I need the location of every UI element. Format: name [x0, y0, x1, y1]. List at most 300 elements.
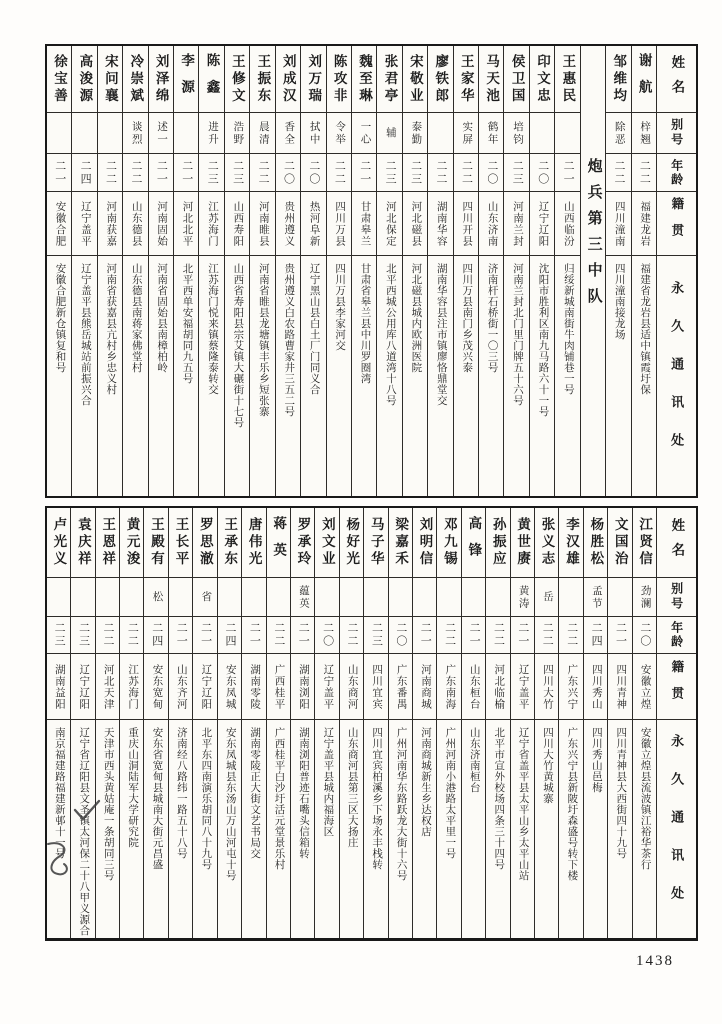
entry-address-text: 四川万县李家河交: [334, 263, 346, 351]
entry-address: [511, 720, 534, 938]
entry-origin: [276, 192, 300, 256]
entry-origin-text: 广东番禺: [395, 663, 407, 710]
entry-name: [199, 46, 223, 113]
entry-address: [340, 720, 363, 938]
roster-entry-column: [427, 46, 452, 496]
entry-age-text: 二二: [565, 622, 578, 648]
entry-age: [530, 154, 554, 192]
entry-name-text: 侯卫国: [509, 53, 525, 105]
entry-name-text: 马子华: [368, 517, 384, 568]
roster-entry-column: [485, 508, 509, 938]
entry-name-text: 卢光义: [51, 517, 67, 568]
entry-origin: [632, 192, 656, 256]
section-title: [581, 46, 605, 496]
entry-name-text: 冷崇斌: [128, 53, 144, 105]
entry-name-text: 黄元浚: [124, 517, 140, 568]
roster-entry-column: [388, 508, 412, 938]
entry-age: [606, 154, 630, 192]
roster-entry-column: [363, 508, 387, 938]
roster-entry-column: [249, 46, 274, 496]
entry-name: [96, 508, 119, 578]
roster-entry-column: [241, 508, 265, 938]
entry-name: [144, 508, 167, 578]
entry-name: [462, 508, 485, 578]
header-origin-text: 籍贯: [669, 197, 684, 250]
entry-origin-text: 河北北平: [181, 200, 193, 247]
entry-alias: [530, 113, 554, 154]
entry-age: [389, 617, 412, 654]
entry-origin-text: 江苏海门: [206, 200, 218, 247]
entry-name: [413, 508, 436, 578]
entry-name-text: 王振东: [255, 53, 271, 105]
entry-name: [437, 508, 460, 578]
entry-origin-text: 河北保定: [384, 200, 396, 247]
entry-age: [584, 617, 607, 654]
entry-alias: [555, 113, 579, 154]
entry-address-text: 山东商河县第三区大扬庄: [346, 727, 358, 848]
entry-name-text: 宋敬业: [407, 53, 423, 105]
entry-address-text: 天津市西头黄姑庵一条胡同三号: [102, 727, 114, 881]
entry-name-text: 杨好光: [344, 517, 360, 568]
entry-origin: [584, 654, 607, 720]
entry-age-text: 二二: [272, 622, 285, 648]
entry-age-text: 二〇: [394, 622, 407, 648]
entry-origin: [377, 192, 401, 256]
entry-origin: [123, 192, 147, 256]
entry-alias-text: 述一: [156, 120, 168, 146]
entry-origin-text: 辽宁辽阳: [78, 663, 90, 710]
roster-entry-column: [266, 508, 290, 938]
entry-address: [352, 256, 376, 496]
entry-age: [250, 154, 274, 192]
header-alias-text: 别号: [669, 582, 684, 612]
entry-origin: [364, 654, 387, 720]
entry-origin: [47, 192, 71, 256]
entry-age-text: 二一: [419, 622, 432, 648]
entry-origin-text: 湖南益阳: [53, 663, 65, 710]
entry-age-text: 二一: [199, 622, 212, 648]
entry-alias-text: 一心: [359, 120, 371, 146]
entry-name: [193, 508, 216, 578]
entry-name-text: 高浚源: [77, 53, 93, 105]
section-title-text: 炮兵第三中队: [585, 158, 602, 314]
entry-origin: [606, 192, 630, 256]
entry-alias-text: 辅: [384, 126, 396, 140]
entry-origin-text: 河南睢县: [257, 200, 269, 247]
roster-entry-column: [605, 46, 630, 496]
entry-address-text: 北平西城公用库八道湾十八号: [384, 263, 396, 406]
roster-entry-column: [339, 508, 363, 938]
entry-address-text: 归绥新城南街牛肉铺巷一号: [562, 263, 574, 395]
entry-name-text: 黄世赓: [515, 517, 531, 568]
entry-alias: [96, 578, 119, 617]
roster-entry-column: [143, 508, 167, 938]
entry-address-text: 安徽合肥新仓镇复和号: [54, 263, 66, 373]
entry-name: [584, 508, 607, 578]
entry-address: [47, 720, 70, 938]
entry-name: [120, 508, 143, 578]
entry-name-text: 李汉雄: [563, 517, 579, 568]
entry-name-text: 杨胜松: [588, 517, 604, 568]
entry-name: [454, 46, 478, 113]
entry-name: [559, 508, 582, 578]
entry-name-text: 王惠民: [560, 53, 576, 105]
entry-name-text: 刘文业: [319, 517, 335, 568]
entry-name-text: 宋问襄: [102, 53, 118, 105]
entry-alias: [511, 578, 534, 617]
entry-name: [530, 46, 554, 113]
entry-age-text: 二一: [155, 159, 168, 186]
entry-address: [267, 720, 290, 938]
roster-entry-column: [198, 46, 223, 496]
entry-address-text: 辽宁盖平县城内福海区: [322, 727, 334, 837]
entry-age-text: 二〇: [485, 159, 498, 186]
entry-address-text: 北平东四南演乐胡同八十九号: [200, 727, 212, 870]
entry-alias: [364, 578, 387, 617]
entry-name: [174, 46, 198, 113]
entry-alias: [389, 578, 412, 617]
entry-age-text: 二二: [257, 159, 270, 186]
entry-name-text: 廖铁郎: [433, 53, 449, 105]
entry-age-text: 二二: [126, 622, 139, 648]
entry-alias-text: 令举: [334, 120, 346, 146]
entry-origin-text: 辽宁盖平: [79, 200, 91, 247]
entry-origin: [486, 654, 509, 720]
entry-address: [301, 256, 325, 496]
entry-age-text: 二二: [460, 159, 473, 186]
entry-name-text: 罗承玲: [295, 517, 311, 568]
entry-name: [225, 46, 249, 113]
entry-age-text: 二一: [562, 159, 575, 186]
entry-origin: [428, 192, 452, 256]
entry-alias: [428, 113, 452, 154]
roster-entry-column: [529, 46, 554, 496]
header-age-text: 年龄: [669, 621, 684, 649]
entry-address: [193, 720, 216, 938]
entry-alias-text: 孟节: [590, 584, 602, 610]
entry-age: [428, 154, 452, 192]
entry-origin-text: 热河阜新: [308, 200, 320, 247]
entry-address-text: 辽宁黑山县白土厂门同义合: [308, 263, 320, 395]
entry-name: [315, 508, 338, 578]
entry-address-text: 南京福建路福建新邨十一号: [53, 727, 65, 859]
entry-alias-text: 黄涛: [517, 584, 529, 610]
entry-address-text: 安徽立煌县流波镇江裕华茶行: [639, 727, 651, 870]
entry-age-text: 二四: [590, 622, 603, 648]
entry-name: [98, 46, 122, 113]
entry-age-text: 二一: [53, 159, 66, 186]
entry-origin-text: 四川潼南: [613, 200, 625, 247]
header-address: [657, 256, 696, 496]
entry-origin-text: 河北磁县: [410, 200, 422, 247]
entry-alias: [486, 578, 509, 617]
roster-entry-column: [453, 46, 478, 496]
roster-entry-column: [436, 508, 460, 938]
entry-age: [267, 617, 290, 654]
entry-address: [199, 256, 223, 496]
entry-origin-text: 贵州遵义: [283, 200, 295, 247]
entry-address-text: 沈阳市胜利区南九马路六十一号: [537, 263, 549, 417]
entry-alias-text: 鹤年: [486, 120, 498, 146]
entry-age: [174, 154, 198, 192]
entry-origin: [389, 654, 412, 720]
entry-origin: [250, 192, 274, 256]
entry-age: [633, 617, 656, 654]
entry-address: [403, 256, 427, 496]
entry-address: [315, 720, 338, 938]
entry-age-text: 二二: [612, 159, 625, 186]
entry-age: [437, 617, 460, 654]
roster-table-top: [45, 44, 698, 498]
header-age: [657, 617, 696, 654]
entry-name: [608, 508, 631, 578]
entry-name: [242, 508, 265, 578]
entry-alias: [47, 578, 70, 617]
entry-alias: [535, 578, 558, 617]
roster-entry-column: [510, 508, 534, 938]
header-origin-text: 籍贯: [669, 660, 684, 713]
entry-alias: [225, 113, 249, 154]
entry-address-text: 甘肃省皋兰县中川罗圈湾: [359, 263, 371, 384]
entry-name: [389, 508, 412, 578]
entry-origin: [413, 654, 436, 720]
entry-address-text: 四川万县南门乡茂兴泰: [461, 263, 473, 373]
entry-age: [149, 154, 173, 192]
entry-name-text: 谢航: [636, 52, 652, 106]
entry-alias: [242, 578, 265, 617]
entry-name: [606, 46, 630, 113]
entry-name-text: 唐伟光: [246, 517, 262, 568]
entry-alias: [149, 113, 173, 154]
entry-address-text: 四川青神县大西街四十九号: [615, 727, 627, 859]
entry-age: [169, 617, 192, 654]
entry-age-text: 二三: [409, 159, 422, 186]
entry-origin-text: 甘肃皋兰: [359, 200, 371, 247]
entry-name-text: 王家华: [458, 53, 474, 105]
entry-alias-text: 除恶: [613, 120, 625, 146]
entry-age: [454, 154, 478, 192]
entry-age: [479, 154, 503, 192]
roster-entry-column: [300, 46, 325, 496]
entry-origin: [149, 192, 173, 256]
entry-address: [174, 256, 198, 496]
entry-alias: [454, 113, 478, 154]
entry-alias: [120, 578, 143, 617]
entry-alias: [584, 578, 607, 617]
entry-age-text: 二三: [511, 159, 524, 186]
entry-alias: [559, 578, 582, 617]
entry-alias: [340, 578, 363, 617]
entry-alias-text: 劲澜: [639, 584, 651, 610]
entry-origin-text: 辽宁辽阳: [200, 663, 212, 710]
entry-address: [123, 256, 147, 496]
entry-alias: [98, 113, 122, 154]
entry-address-text: 北平市宣外校场四条三十四号: [493, 727, 505, 870]
entry-alias: [413, 578, 436, 617]
entry-age: [315, 617, 338, 654]
entry-name-text: 罗思澈: [197, 517, 213, 568]
entry-alias: [123, 113, 147, 154]
entry-age-text: 二一: [248, 622, 261, 648]
roster-entry-column: [148, 46, 173, 496]
entry-alias: [276, 113, 300, 154]
entry-origin-text: 山西寿阳: [232, 200, 244, 247]
entry-origin-text: 湖南浏阳: [297, 663, 309, 710]
roster-table-bottom: [45, 506, 698, 941]
entry-address-text: 重庆山洞陆军大学研究院: [127, 727, 139, 848]
entry-alias: [71, 578, 94, 617]
entry-origin: [559, 654, 582, 720]
entry-address: [120, 720, 143, 938]
entry-age-text: 二〇: [307, 159, 320, 186]
entry-alias: [403, 113, 427, 154]
entry-address-text: 河南省获嘉县亢村乡忠义村: [105, 263, 117, 395]
roster-entry-column: [376, 46, 401, 496]
entry-age: [193, 617, 216, 654]
entry-origin-text: 四川大竹: [542, 663, 554, 710]
entry-alias: [144, 578, 167, 617]
entry-age-text: 二四: [150, 622, 163, 648]
entry-origin-text: 山西临汾: [562, 200, 574, 247]
entry-age: [144, 617, 167, 654]
entry-origin-text: 四川万县: [334, 200, 346, 247]
entry-alias: [301, 113, 325, 154]
entry-origin-text: 山东德县: [130, 200, 142, 247]
roster-entry-column: [95, 508, 119, 938]
roster-entry-column: [217, 508, 241, 938]
entry-address-text: 河北磁县城内欧洲医院: [410, 263, 422, 373]
header-column: [656, 46, 696, 496]
header-alias: [657, 113, 696, 154]
entry-origin: [340, 654, 363, 720]
entry-name-text: 李源: [179, 52, 195, 106]
entry-alias-text: 岳: [542, 590, 554, 604]
entry-alias: [377, 113, 401, 154]
roster-entry-column: [224, 46, 249, 496]
entry-name-text: 袁庆祥: [75, 517, 91, 568]
header-name-text: 姓名: [669, 54, 685, 104]
entry-address-text: 广东兴宁县新陂圩森盛号转下楼: [566, 727, 578, 881]
entry-address: [606, 256, 630, 496]
entry-name: [428, 46, 452, 113]
entry-name: [511, 508, 534, 578]
entry-alias: [315, 578, 338, 617]
header-alias-text: 别号: [669, 118, 684, 148]
entry-origin-text: 安东凤城: [224, 663, 236, 710]
entry-address-text: 辽宁盖平县熊岳城站前振兴合: [79, 263, 91, 406]
roster-entry-column: [583, 508, 607, 938]
header-age: [657, 154, 696, 192]
entry-address-text: 湖南浏阳普迹石嘴头信箱转: [297, 727, 309, 859]
roster-entry-column: [275, 46, 300, 496]
entry-name: [327, 46, 351, 113]
entry-alias: [72, 113, 96, 154]
entry-age: [555, 154, 579, 192]
entry-age-text: 二四: [224, 622, 236, 648]
entry-address-text: 湖南华容县注市镇廖恪鼎堂交: [435, 263, 447, 406]
entry-origin-text: 河南商城: [419, 663, 431, 710]
entry-alias: [267, 578, 290, 617]
entry-origin-text: 广东兴宁: [566, 663, 578, 710]
roster-entry-column: [503, 46, 528, 496]
entry-origin: [98, 192, 122, 256]
entry-origin-text: 四川开县: [461, 200, 473, 247]
entry-name: [486, 508, 509, 578]
entry-name-text: 王殿有: [149, 517, 165, 568]
entry-age: [301, 154, 325, 192]
entry-age-text: 二二: [104, 159, 117, 186]
entry-origin-text: 安徽合肥: [54, 200, 66, 247]
entry-address-text: 河南省睢县龙塘镇丰乐乡短张寨: [257, 263, 269, 417]
entry-age: [504, 154, 528, 192]
entry-name-text: 刘泽绵: [153, 53, 169, 105]
header-origin: [657, 654, 696, 720]
entry-name-text: 邹维均: [611, 53, 627, 105]
entry-address: [454, 256, 478, 496]
entry-address-text: 山东德县南蒋家佛堂村: [130, 263, 142, 373]
entry-origin: [454, 192, 478, 256]
entry-origin: [174, 192, 198, 256]
entry-age: [340, 617, 363, 654]
entry-name: [555, 46, 579, 113]
entry-address: [47, 256, 71, 496]
entry-address-text: 安东省宽甸县城南大街元昌盛: [151, 727, 163, 870]
header-name: [657, 508, 696, 578]
entry-address: [364, 720, 387, 938]
entry-address: [169, 720, 192, 938]
entry-origin: [193, 654, 216, 720]
section-title-column: [580, 46, 605, 496]
entry-age: [225, 154, 249, 192]
entry-name: [291, 508, 314, 578]
entry-origin: [96, 654, 119, 720]
entry-age: [98, 154, 122, 192]
roster-entry-column: [478, 46, 503, 496]
entry-age-text: 二〇: [536, 159, 549, 186]
entry-name: [47, 508, 70, 578]
entry-origin: [301, 192, 325, 256]
entry-name-text: 王修文: [229, 53, 245, 105]
entry-name-text: 刘明信: [417, 517, 433, 568]
entry-age-text: 二一: [516, 622, 529, 648]
entry-name-text: 江贤信: [637, 517, 653, 568]
entry-origin-text: 湖南零陵: [249, 663, 261, 710]
entry-alias-text: 培钧: [512, 120, 524, 146]
entry-alias-text: 浩野: [232, 120, 244, 146]
entry-age-text: 二二: [333, 159, 346, 186]
entry-alias: [633, 578, 656, 617]
entry-alias-text: 泰勤: [410, 120, 422, 146]
entry-origin: [47, 654, 70, 720]
entry-address: [486, 720, 509, 938]
entry-age-text: 二三: [370, 622, 383, 648]
entry-address-text: 湖南零陵正大街文艺书局交: [249, 727, 261, 859]
entry-age: [377, 154, 401, 192]
entry-address: [291, 720, 314, 938]
entry-address: [608, 720, 631, 938]
entry-address: [389, 720, 412, 938]
entry-age-text: 二三: [53, 622, 66, 648]
entry-origin-text: 安徽立煌: [639, 663, 651, 710]
roster-entry-column: [47, 508, 70, 938]
roster-entry-column: [326, 46, 351, 496]
entry-name: [535, 508, 558, 578]
entry-alias: [47, 113, 71, 154]
roster-entry-column: [192, 508, 216, 938]
entry-name: [632, 46, 656, 113]
roster-entry-column: [554, 46, 579, 496]
entry-address: [276, 256, 300, 496]
